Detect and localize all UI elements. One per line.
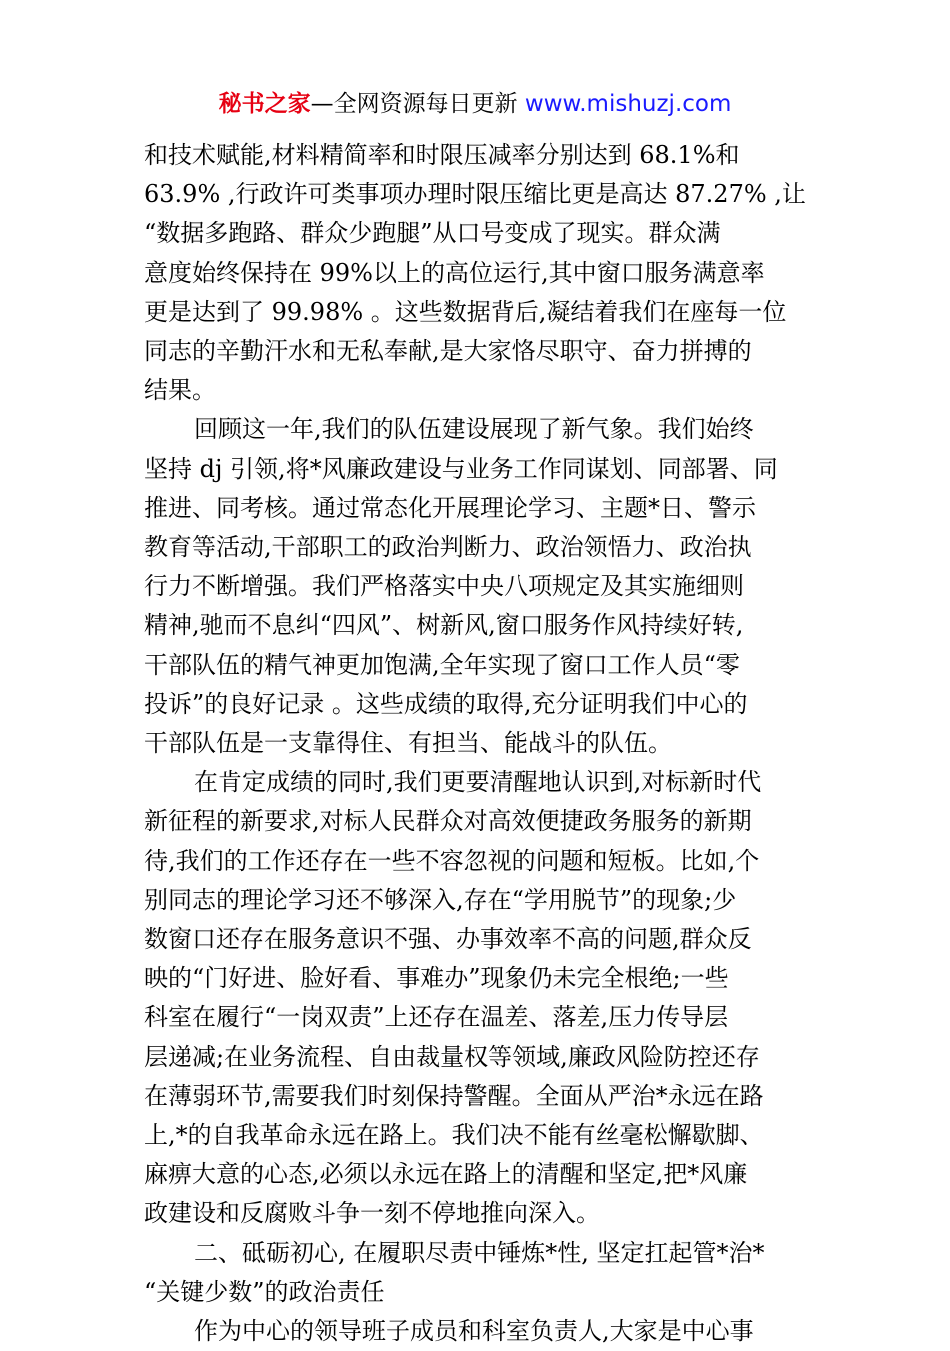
text-line: 同志的辛勤汗水和无私奉献,是大家恪尽职守、奋力拼搏的 <box>144 337 752 366</box>
paragraph-2 <box>144 410 808 763</box>
text-line: 干部队伍是一支靠得住、有担当、能战斗的队伍。 <box>144 729 672 758</box>
text-line: 回顾这一年,我们的队伍建设展现了新气象。我们始终 <box>194 415 754 444</box>
site-url-link[interactable]: www.mishuzj.com <box>524 91 732 117</box>
text-line: 63.9% ,行政许可类事项办理时限压缩比更是高达 87.27% ,让 <box>144 180 806 209</box>
text-line: 映的“门好进、脸好看、事难办”现象仍未完全根绝;一些 <box>144 964 729 993</box>
text-line: 意度始终保持在 99%以上的高位运行,其中窗口服务满意率 <box>144 258 765 287</box>
text-line: 更是达到了 99.98% 。这些数据背后,凝结着我们在座每一位 <box>144 297 787 326</box>
text-line: 科室在履行“一岗双责”上还存在温差、落差,压力传导层 <box>144 1003 729 1032</box>
paragraph-1 <box>144 136 808 410</box>
text-line: 层递减;在业务流程、自由裁量权等领域,廉政风险防控还存 <box>144 1042 760 1071</box>
paragraph-3 <box>144 763 808 1233</box>
text-line: “数据多跑路、群众少跑腿”从口号变成了现实。群众满 <box>144 219 721 248</box>
text-line: 精神,驰而不息纠“四风”、树新风,窗口服务作风持续好转, <box>144 611 744 640</box>
document-body <box>144 136 808 1351</box>
text-line: 坚持 dj 引领,将*风廉政建设与业务工作同谋划、同部署、同 <box>144 454 778 483</box>
text-line: 在肯定成绩的同时,我们更要清醒地认识到,对标新时代 <box>194 768 762 797</box>
text-line: 别同志的理论学习还不够深入,存在“学用脱节”的现象;少 <box>144 885 737 914</box>
text-line: 投诉”的良好记录 。这些成绩的取得,充分证明我们中心的 <box>144 689 748 718</box>
text-line: 教育等活动,干部职工的政治判断力、政治领悟力、政治执 <box>144 533 752 562</box>
site-tagline: —全网资源每日更新 <box>310 91 525 117</box>
paragraph-5 <box>144 1312 808 1351</box>
text-line: 作为中心的领导班子成员和科室负责人,大家是中心事 <box>194 1317 754 1346</box>
section-heading <box>144 1234 808 1312</box>
text-line: 干部队伍的精气神更加饱满,全年实现了窗口工作人员“零 <box>144 650 740 679</box>
text-line: 结果。 <box>144 376 216 405</box>
text-line: 行力不断增强。我们严格落实中央八项规定及其实施细则 <box>144 572 744 601</box>
text-line: 麻痹大意的心态,必须以永远在路上的清醒和坚定,把*风廉 <box>144 1160 748 1189</box>
text-line: 和技术赋能,材料精简率和时限压减率分别达到 68.1%和 <box>144 141 740 169</box>
text-line: 数窗口还存在服务意识不强、办事效率不高的问题,群众反 <box>144 925 752 954</box>
site-brand: 秘书之家 <box>218 91 311 117</box>
text-line: 待,我们的工作还存在一些不容忽视的问题和短板。比如,个 <box>144 846 760 875</box>
heading-line: 二、砥砺初心, 在履职尽责中锤炼*性, 坚定扛起管*治* <box>194 1238 765 1267</box>
site-header <box>0 86 950 122</box>
text-line: 上,*的自我革命永远在路上。我们决不能有丝毫松懈歇脚、 <box>144 1121 764 1150</box>
heading-line: “关键少数”的政治责任 <box>144 1277 385 1306</box>
text-line: 新征程的新要求,对标人民群众对高效便捷政务服务的新期 <box>144 807 752 836</box>
text-line: 在薄弱环节,需要我们时刻保持警醒。全面从严治*永远在路 <box>144 1081 764 1110</box>
text-line: 推进、同考核。通过常态化开展理论学习、主题*日、警示 <box>144 493 756 522</box>
text-line: 政建设和反腐败斗争一刻不停地推向深入。 <box>144 1199 600 1228</box>
